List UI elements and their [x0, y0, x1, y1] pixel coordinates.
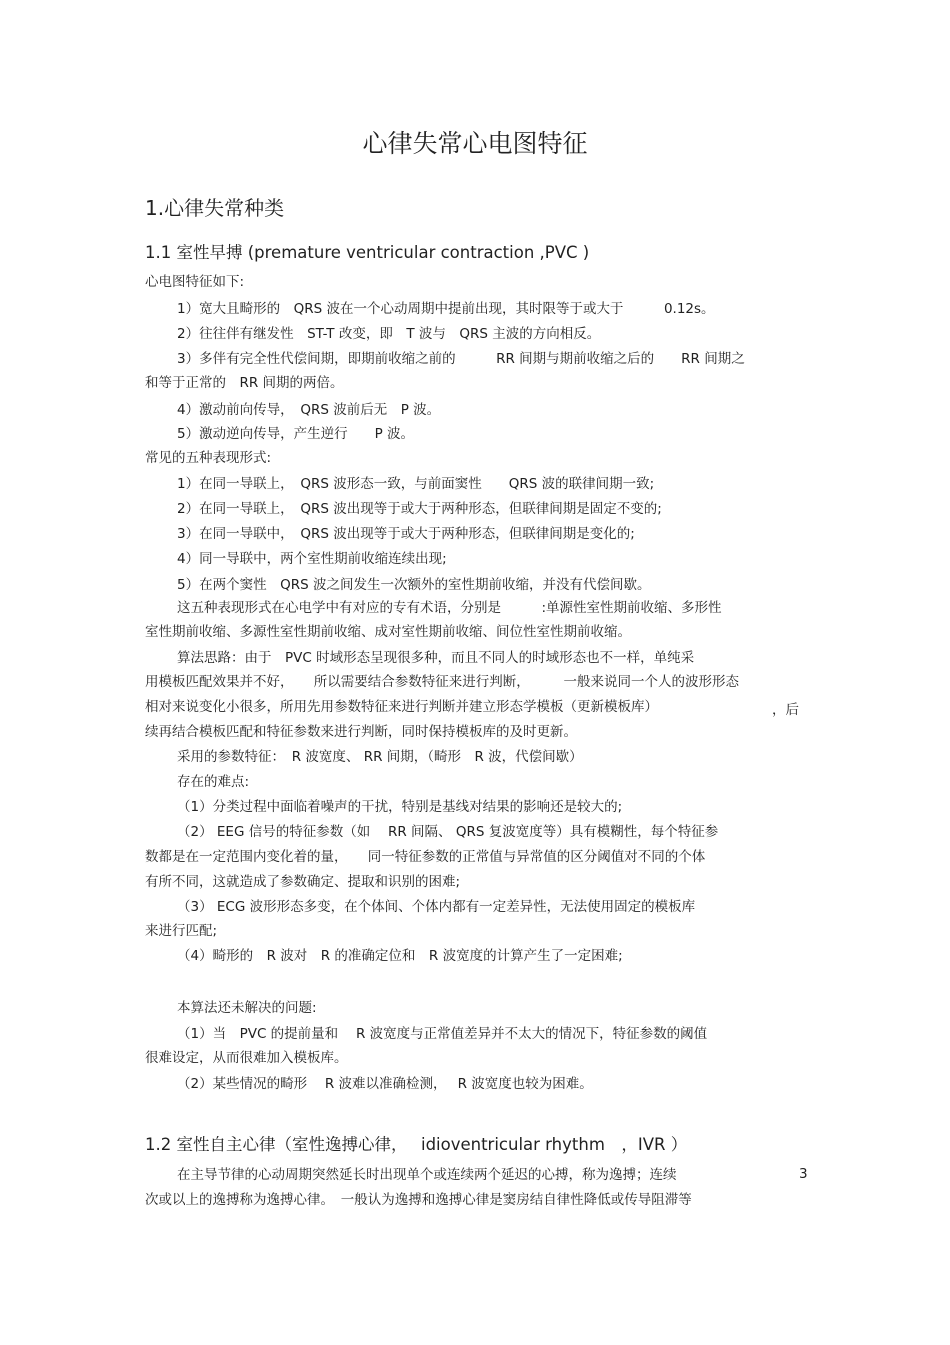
escape-rhythm-paragraph: 在主导节律的心动周期突然延长时出现单个或连续两个延迟的心搏，称为逸搏；连续: [177, 1167, 677, 1183]
feature-line: 3）多伴有完全性代偿间期，即期前收缩之前的 RR 间期与期前收缩之后的 RR 间期之: [177, 351, 745, 367]
difficulty-line: 有所不同，这就造成了参数确定、提取和识别的困难;: [145, 874, 461, 890]
feature-line: 5）激动逆向传导，产生逆行 P 波。: [177, 426, 415, 442]
difficulty-line: （2） EEG 信号的特征参数（如 RR 间隔、 QRS 复波宽度等）具有模糊性，每个特征参: [177, 824, 719, 840]
unsolved-line: 很难设定，从而很难加入模板库。: [145, 1050, 348, 1066]
unsolved-line: （2）某些情况的畸形 R 波难以准确检测， R 波宽度也较为困难。: [177, 1076, 593, 1092]
difficulties-intro: 存在的难点:: [177, 774, 250, 790]
parameters-line: 采用的参数特征： R 波宽度、 RR 间期，（畸形 R 波，代偿间歇）: [177, 749, 583, 765]
difficulty-line: 来进行匹配;: [145, 923, 218, 939]
section-1-1-heading: 1.1 室性早搏 (premature ventricular contraction ,PVC ): [145, 243, 590, 262]
terms-paragraph: 室性期前收缩、多源性室性期前收缩、成对室性期前收缩、间位性室性期前收缩。: [145, 624, 631, 640]
forms-intro: 常见的五种表现形式:: [145, 450, 272, 466]
section-1-heading: 1.心律失常种类: [145, 196, 285, 220]
form-line: 5）在两个窦性 QRS 波之间发生一次额外的室性期前收缩，并没有代偿间歇。: [177, 577, 651, 593]
unsolved-line: （1）当 PVC 的提前量和 R 波宽度与正常值差异并不太大的情况下，特征参数的阈值: [177, 1026, 708, 1042]
feature-line: 2）往往伴有继发性 ST-T 改变，即 T 波与 QRS 主波的方向相反。: [177, 326, 601, 342]
document-title: 心律失常心电图特征: [362, 129, 588, 158]
form-line: 1）在同一导联上， QRS 波形态一致，与前面窦性 QRS 波的联律间期一致;: [177, 476, 655, 492]
ecg-features-intro: 心电图特征如下:: [145, 274, 245, 290]
escape-rhythm-paragraph-tail: 3: [799, 1166, 808, 1182]
difficulty-line: （3） ECG 波形形态多变，在个体间、个体内都有一定差异性，无法使用固定的模板库: [177, 899, 696, 915]
feature-line: 1）宽大且畸形的 QRS 波在一个心动周期中提前出现，其时限等于或大于 0.12s。: [177, 301, 715, 317]
algorithm-paragraph: 用模板匹配效果并不好， 所以需要结合参数特征来进行判断， 一般来说同一个人的波形形态: [145, 674, 739, 690]
algorithm-paragraph: 续再结合模板匹配和特征参数来进行判断，同时保持模板库的及时更新。: [145, 724, 577, 740]
form-line: 4）同一导联中，两个室性期前收缩连续出现;: [177, 551, 447, 567]
unsolved-intro: 本算法还未解决的问题:: [177, 1000, 317, 1016]
feature-line: 和等于正常的 RR 间期的两倍。: [145, 375, 344, 391]
form-line: 3）在同一导联中， QRS 波出现等于或大于两种形态，但联律间期是变化的;: [177, 526, 635, 542]
escape-rhythm-paragraph: 次或以上的逸搏称为逸搏心律。 一般认为逸搏和逸搏心律是窦房结自律性降低或传导阻滞等: [145, 1192, 692, 1208]
difficulty-line: （1）分类过程中面临着噪声的干扰，特别是基线对结果的影响还是较大的;: [177, 799, 623, 815]
algorithm-paragraph: 相对来说变化小很多，所用先用参数特征来进行判断并建立形态学模板（更新模板库）: [145, 699, 658, 715]
difficulty-line: 数都是在一定范围内变化着的量， 同一特征参数的正常值与异常值的区分阈值对不同的个体: [145, 849, 706, 865]
difficulty-line: （4）畸形的 R 波对 R 的准确定位和 R 波宽度的计算产生了一定困难;: [177, 948, 623, 964]
section-1-2-heading: 1.2 室性自主心律（室性逸搏心律， idioventricular rhythm ，IVR ）: [145, 1135, 688, 1154]
feature-line: 4）激动前向传导， QRS 波前后无 P 波。: [177, 402, 441, 418]
algorithm-paragraph: 算法思路：由于 PVC 时域形态呈现很多种，而且不同人的时域形态也不一样，单纯采: [177, 650, 695, 666]
form-line: 2）在同一导联上， QRS 波出现等于或大于两种形态，但联律间期是固定不变的;: [177, 501, 662, 517]
algorithm-paragraph-tail: ，后: [772, 702, 799, 718]
terms-paragraph: 这五种表现形式在心电学中有对应的专有术语，分别是 :单源性室性期前收缩、多形性: [177, 600, 722, 616]
